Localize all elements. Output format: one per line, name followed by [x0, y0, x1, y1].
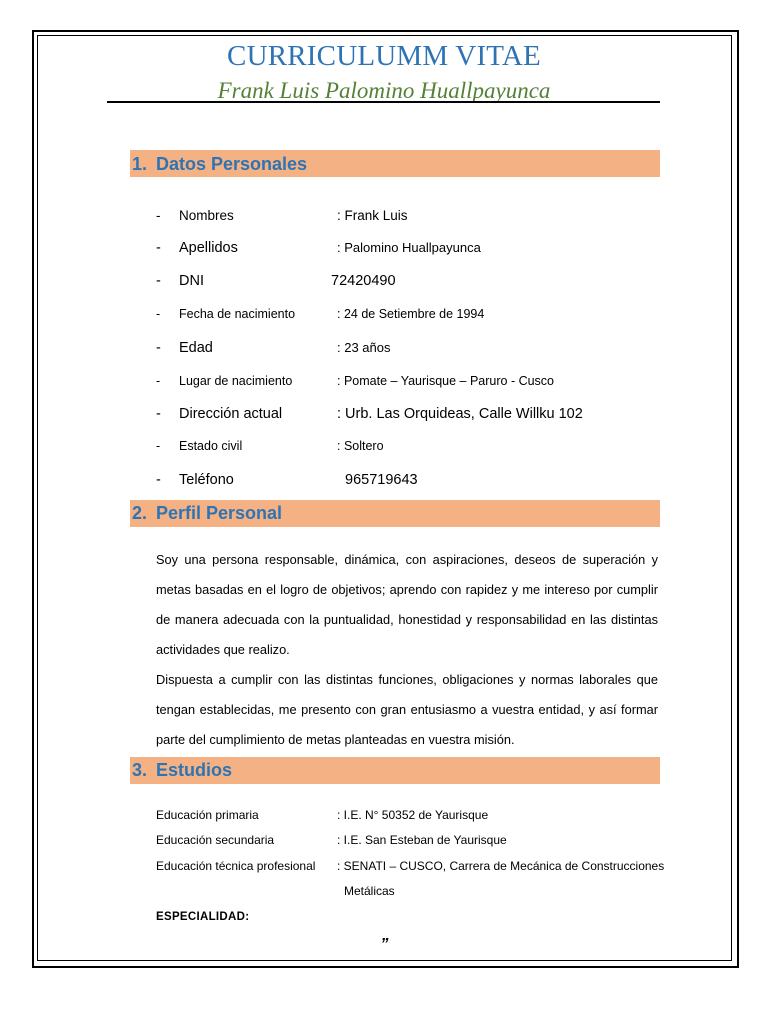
section-number: 2.	[132, 503, 148, 523]
perfil-paragraph-1: Soy una persona responsable, dinámica, con aspiraciones, deseos de superación y metas basadas en el logro de objetivos; aprendo con rapidez y me intereso por cumplir de manera adecuada con la puntualidad, honestidad y responsabilidad en las distintas actividades que realizo.	[156, 552, 658, 657]
bullet-dash: -	[156, 406, 161, 422]
section-label: Estudios	[156, 760, 233, 780]
bullet-dash: -	[156, 307, 161, 321]
document-title: CURRICULUMM VITAE	[227, 40, 541, 72]
field-value: 72420490	[331, 273, 396, 289]
field-value: 965719643	[345, 472, 418, 488]
field-value: : 23 años	[337, 340, 391, 355]
field-label: Estado civil	[179, 439, 243, 453]
section-title-perfil	[132, 503, 282, 524]
section-number: 1.	[132, 154, 148, 174]
field-label: Teléfono	[179, 472, 234, 488]
bullet-dash: -	[156, 208, 161, 223]
bullet-dash: -	[156, 240, 161, 256]
section-label: Perfil Personal	[156, 503, 283, 523]
bullet-dash: -	[156, 273, 161, 289]
section-number: 3.	[132, 760, 148, 780]
estudio-label: Educación secundaria	[156, 833, 275, 847]
estudio-label: Educación primaria	[156, 808, 259, 822]
field-label: Lugar de nacimiento	[179, 374, 293, 388]
field-label: DNI	[179, 273, 204, 289]
field-value: : Soltero	[337, 439, 384, 453]
field-label: Dirección actual	[179, 406, 283, 422]
field-value: : Frank Luis	[337, 208, 408, 223]
section-title-datos	[132, 154, 307, 175]
section-label: Datos Personales	[156, 154, 308, 174]
estudio-value: : I.E. San Esteban de Yaurisque	[337, 833, 507, 847]
bullet-dash: -	[156, 340, 161, 356]
field-value: : 24 de Setiembre de 1994	[337, 307, 485, 321]
bullet-dash: -	[156, 439, 161, 453]
estudio-label: Educación técnica profesional	[156, 859, 316, 873]
estudio-value: : SENATI – CUSCO, Carrera de Mecánica de Construcciones	[337, 859, 665, 873]
section-title-estudios	[132, 760, 232, 781]
field-value: : Urb. Las Orquideas, Calle Willku 102	[337, 406, 583, 422]
title-divider	[107, 101, 660, 103]
perfil-text	[156, 545, 658, 755]
field-label: Fecha de nacimiento	[179, 307, 296, 321]
field-label: Apellidos	[179, 240, 238, 256]
estudio-value-continued: Metálicas	[344, 884, 395, 898]
estudio-value: : I.E. N° 50352 de Yaurisque	[337, 808, 489, 822]
field-value: : Pomate – Yaurisque – Paruro - Cusco	[337, 374, 555, 388]
field-value: : Palomino Huallpayunca	[337, 240, 481, 255]
especialidad-label: ESPECIALIDAD:	[156, 911, 250, 923]
bullet-dash: -	[156, 472, 161, 488]
bullet-dash: -	[156, 374, 161, 388]
perfil-paragraph-2: Dispuesta a cumplir con las distintas funciones, obligaciones y normas laborales que tengan establecidas, me presento con gran entusiasmo a vuestra entidad, y así formar parte del cumplimiento de metas planteadas en vuestra misión.	[156, 672, 658, 747]
field-label: Nombres	[179, 208, 234, 223]
closing-quote-mark: „	[382, 927, 390, 944]
field-label: Edad	[179, 340, 213, 356]
person-name: Frank Luis Palomino Huallpayunca	[217, 78, 551, 103]
